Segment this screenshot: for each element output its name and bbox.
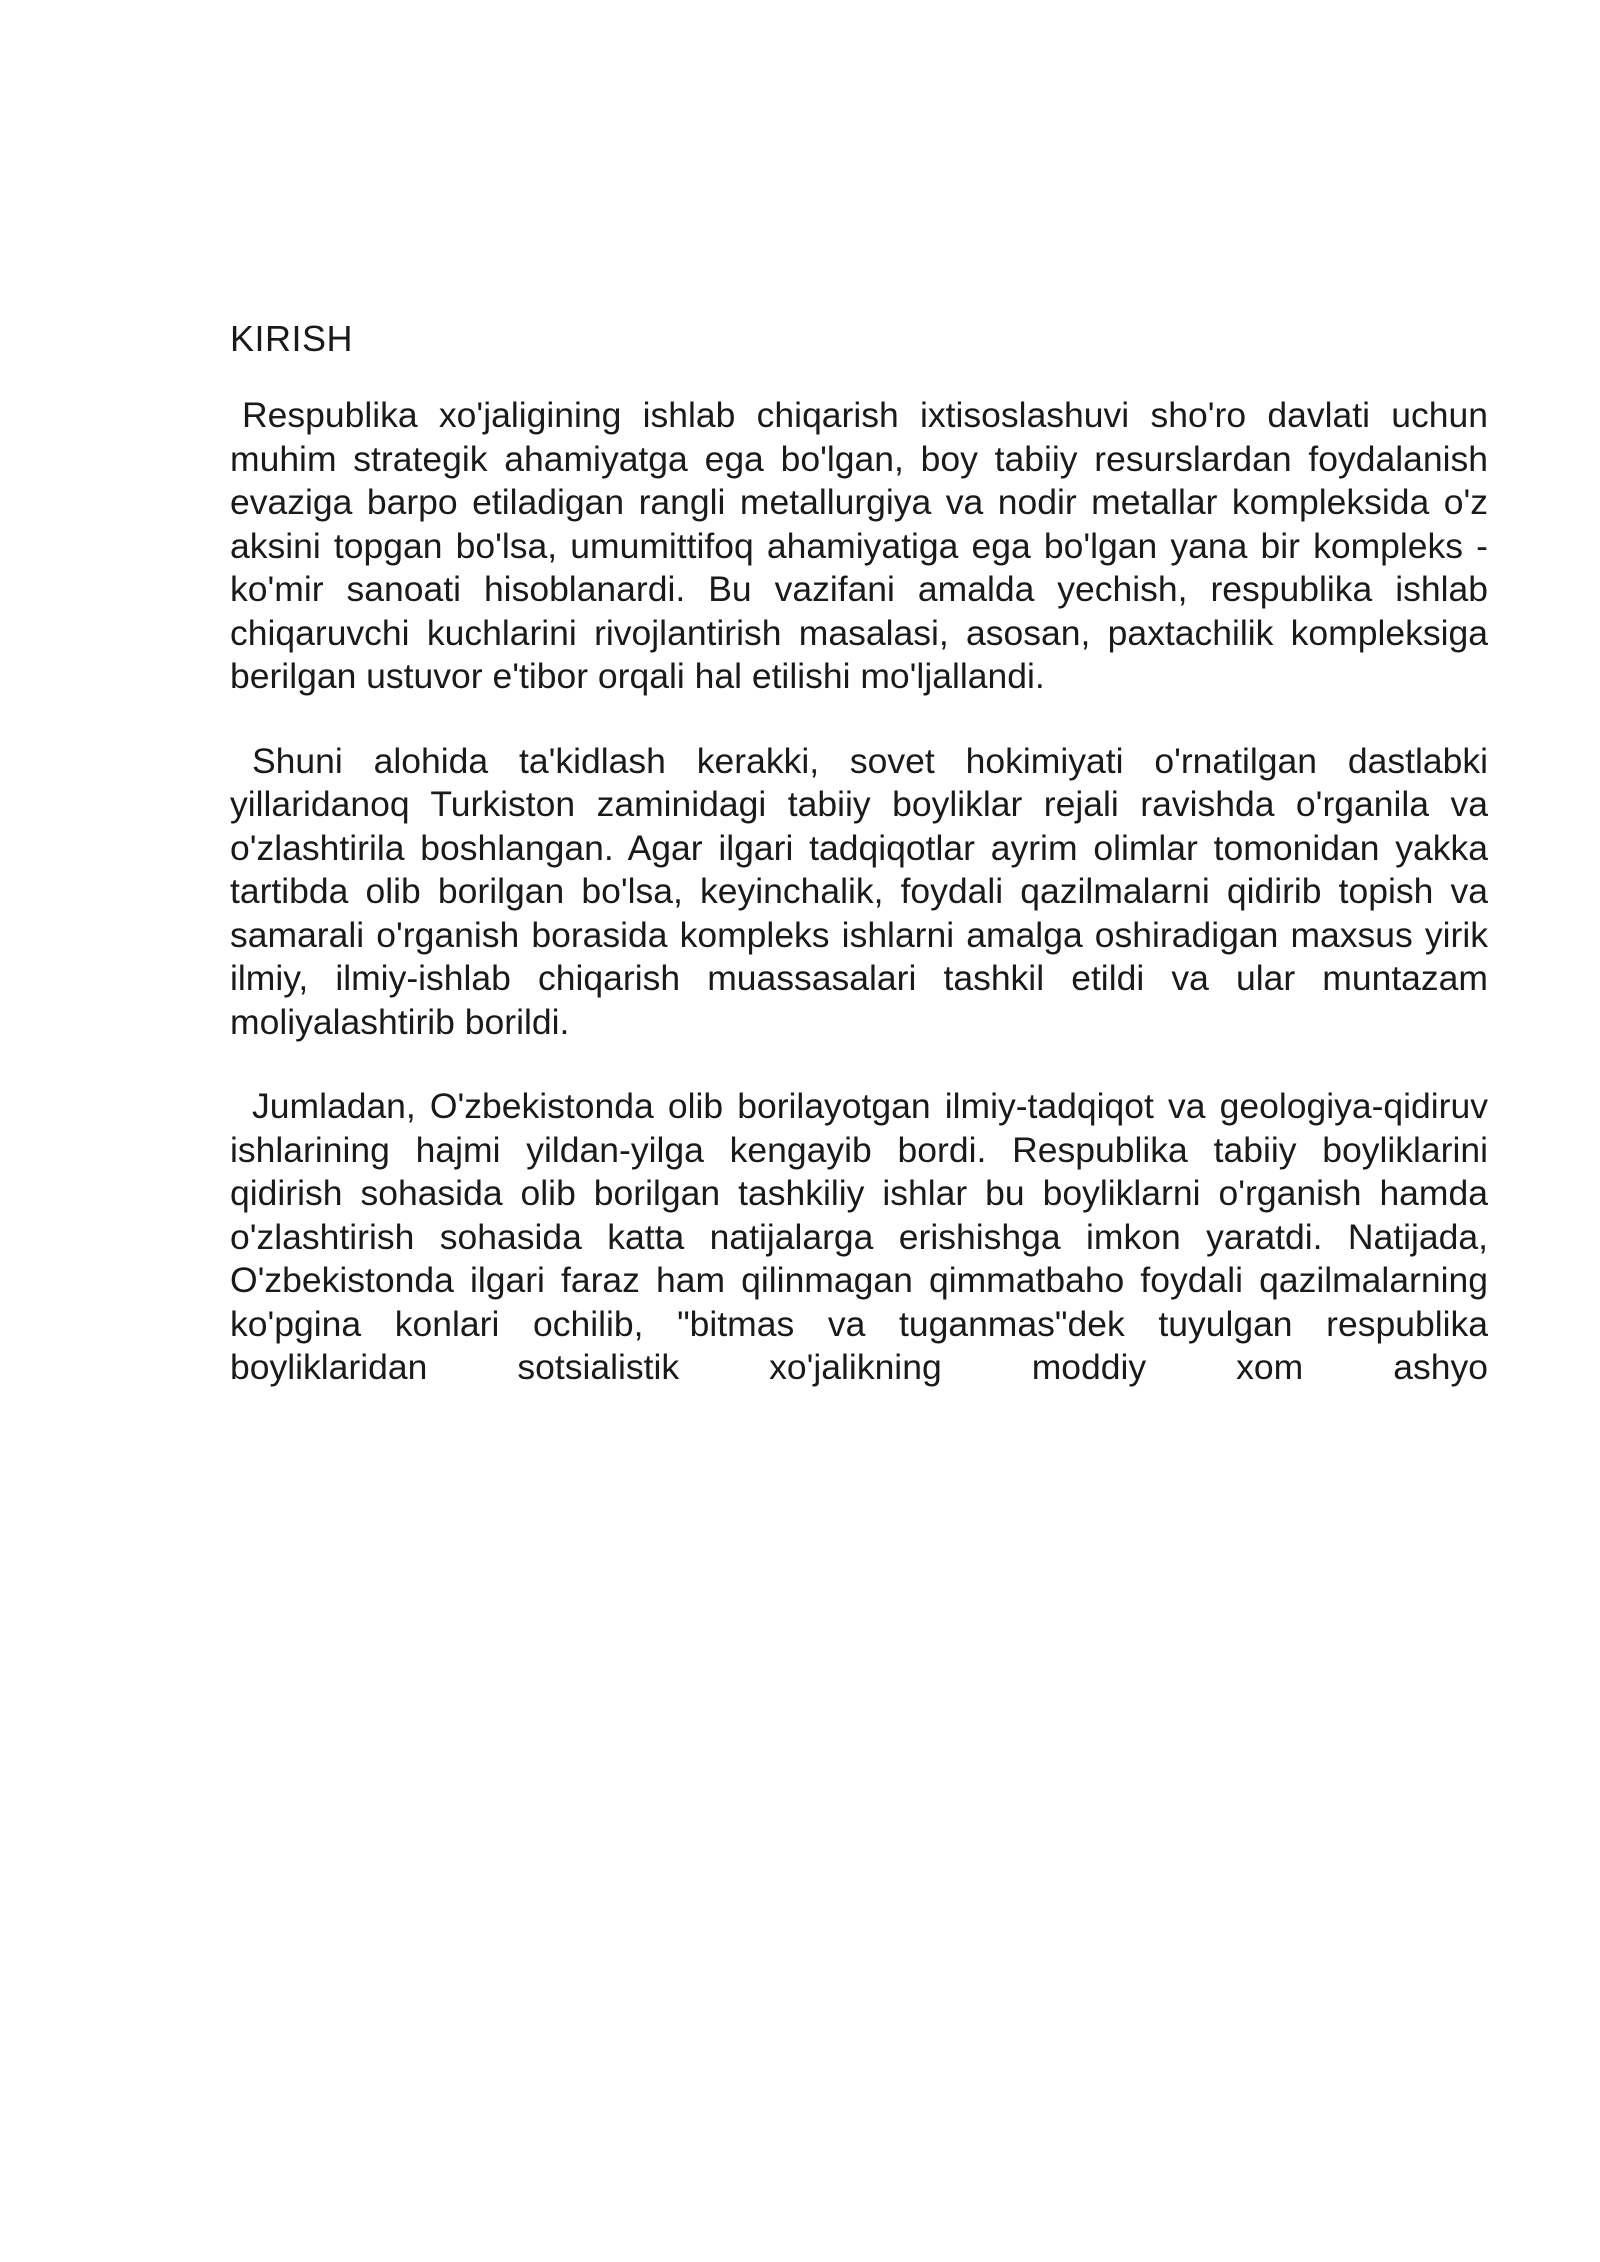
paragraph-2: Shuni alohida ta'kidlash kerakki, sovet hokimiyati o'rnatilgan dastlabki yillaridanoq Turkiston zaminidagi tabiiy boyliklar rejali ravishda o'rganila va o'zlashtirila boshlangan. Agar ilgari tadqiqotlar ayrim olimlar tomonidan yakka tartibda olib borilgan bo'lsa, keyinchalik, foydali qazilmalarni qidirib topish va samarali o'rganish borasida kompleks ishlarni amalga oshiradigan maxsus yirik ilmiy, ilmiy-ishlab chiqarish muassasalari tashkil etildi va ular muntazam moliyalashtirib borildi. (230, 740, 1488, 1042)
document-body (230, 312, 1488, 1431)
paragraph-1: Respublika xo'jaligining ishlab chiqarish ixtisoslashuvi sho'ro davlati uchun muhim strategik ahamiyatga ega bo'lgan, boy tabiiy resurslardan foydalanish evaziga barpo etiladigan rangli metallurgiya va nodir metallar kompleksida o'z aksini topgan bo'lsa, umumittifoq ahamiyatiga ega bo'lgan yana bir kompleks - ko'mir sanoati hisoblanardi. Bu vazifani amalda yechish, respublika ishlab chiqaruvchi kuchlarini rivojlantirish masalasi, asosan, paxtachilik kompleksiga berilgan ustuvor e'tibor orqali hal etilishi mo'ljallandi. (230, 395, 1488, 696)
section-heading: KIRISH (230, 318, 354, 359)
paragraph-3: Jumladan, O'zbekistonda olib borilayotgan ilmiy-tadqiqot va geologiya-qidiruv ishlarining hajmi yildan-yilga kengayib bordi. Respublika tabiiy boyliklarini qidirish sohasida olib borilgan tashkiliy ishlar bu boyliklarni o'rganish hamda o'zlashtirish sohasida katta natijalarga erishishga imkon yaratdi. Natijada, O'zbekistonda ilgari faraz ham qilinmagan qimmatbaho foydali qazilmalarning ko'pgina konlari ochilib, "bitmas va tuganmas"dek tuyulgan respublika boyliklaridan sotsialistik xo'jalikning moddiy xom ashyo (230, 1086, 1488, 1387)
